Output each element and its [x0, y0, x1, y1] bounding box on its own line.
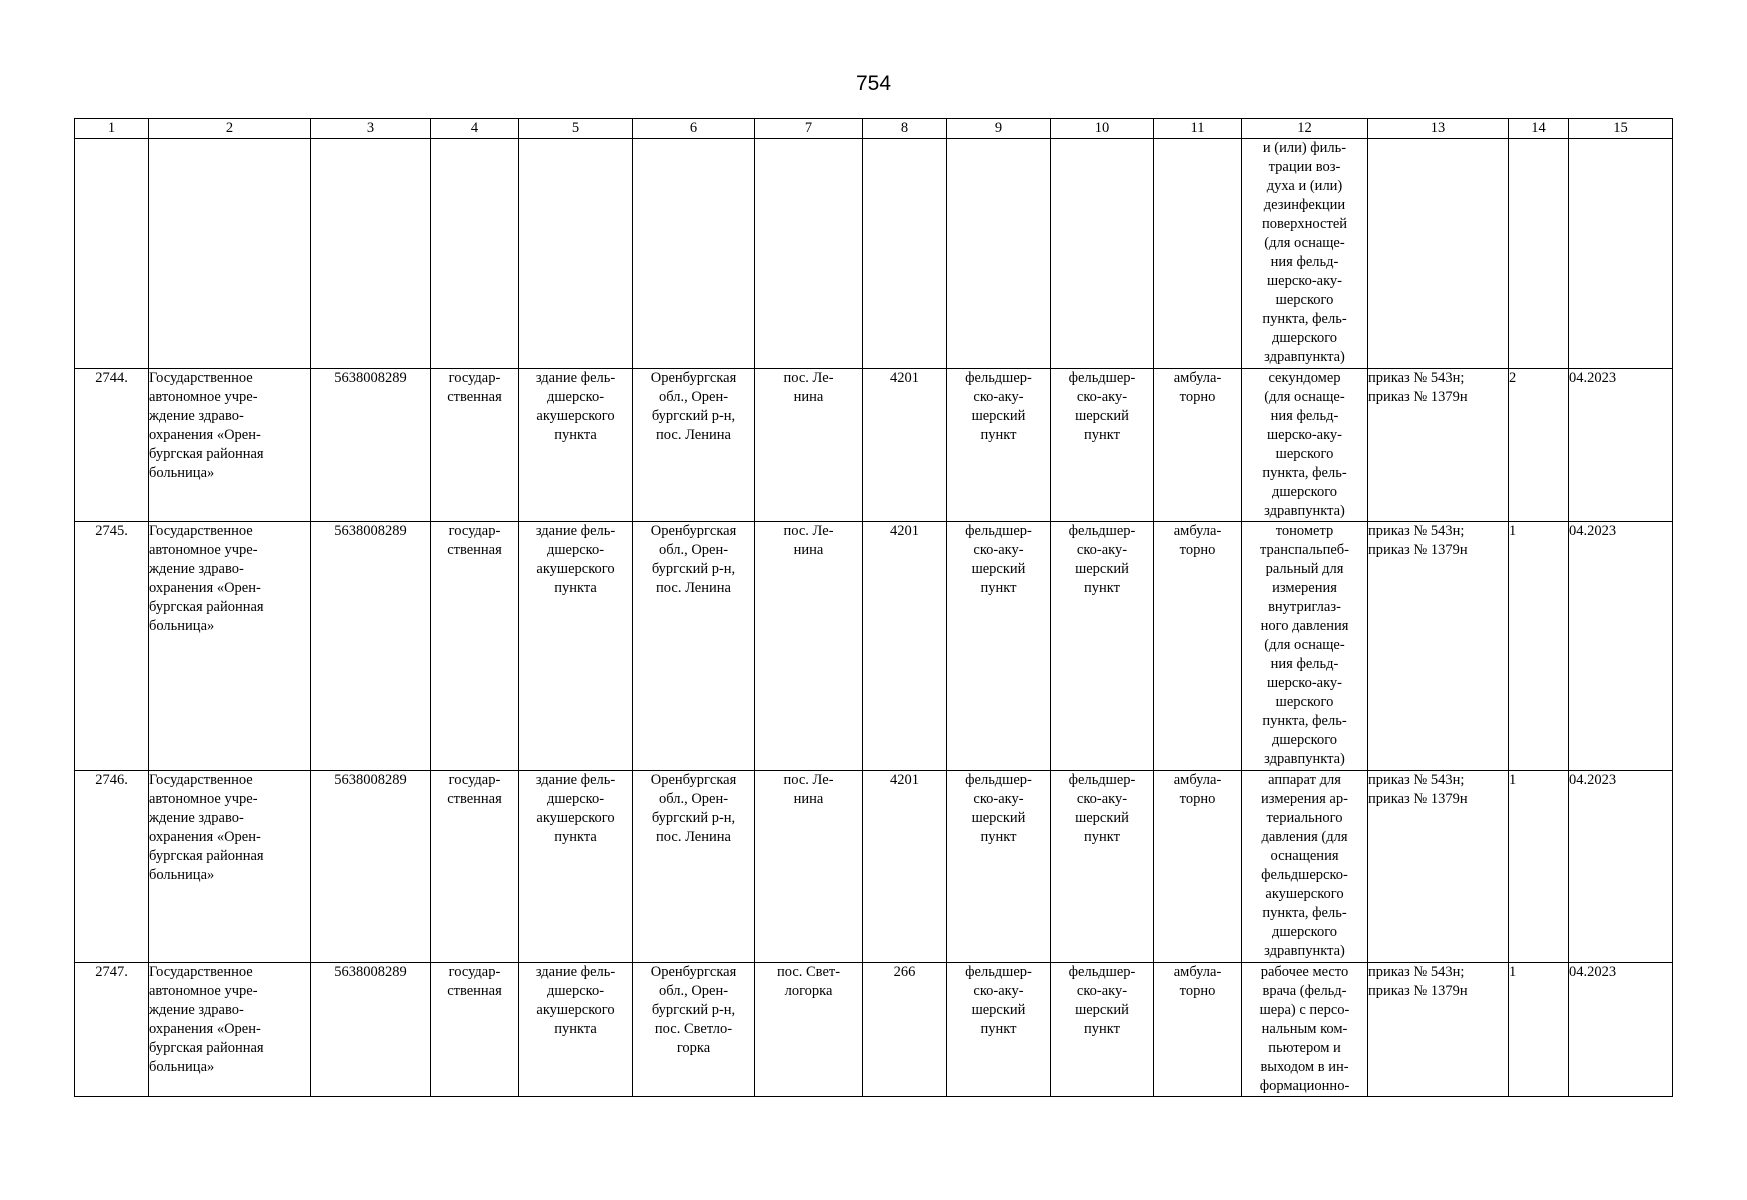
- inn-cell: 5638008289: [311, 771, 431, 963]
- facility-type-cell: фельдшер- ско-аку- шерский пункт: [947, 522, 1051, 771]
- column-header: 14: [1509, 119, 1569, 139]
- row-number-cell: 2746.: [75, 771, 149, 963]
- row-number-cell: 2744.: [75, 369, 149, 522]
- table-row: [75, 522, 1673, 771]
- table-cell: [75, 139, 149, 369]
- table-cell: [1569, 139, 1673, 369]
- column-header: 7: [755, 119, 863, 139]
- column-header: 9: [947, 119, 1051, 139]
- care-form-cell: амбула- торно: [1154, 369, 1242, 522]
- table-cell: [519, 139, 633, 369]
- care-form-cell: амбула- торно: [1154, 771, 1242, 963]
- table-cell: [1154, 139, 1242, 369]
- equipment-cell: секундомер (для оснаще- ния фельд- шерско-аку- шерского пункта, фель- дшерского здравпункта): [1242, 369, 1368, 522]
- order-cell: приказ № 543н; приказ № 1379н: [1368, 771, 1509, 963]
- table-cell: [311, 139, 431, 369]
- order-cell: приказ № 543н; приказ № 1379н: [1368, 963, 1509, 1097]
- facility-type-cell: фельдшер- ско-аку- шерский пункт: [1051, 522, 1154, 771]
- row-number-cell: 2745.: [75, 522, 149, 771]
- settlement-cell: пос. Ле- нина: [755, 369, 863, 522]
- column-header: 11: [1154, 119, 1242, 139]
- table-row: [75, 963, 1673, 1097]
- date-cell: 04.2023: [1569, 771, 1673, 963]
- organization-cell: Государственное автономное учре- ждение здраво- охранения «Орен- бургская районная больница»: [149, 963, 311, 1097]
- address-cell: Оренбургская обл., Орен- бургский р-н, пос. Ленина: [633, 522, 755, 771]
- building-cell: здание фель- дшерско- акушерского пункта: [519, 522, 633, 771]
- inn-cell: 5638008289: [311, 963, 431, 1097]
- building-cell: здание фель- дшерско- акушерского пункта: [519, 369, 633, 522]
- settlement-cell: пос. Свет- логорка: [755, 963, 863, 1097]
- date-cell: 04.2023: [1569, 963, 1673, 1097]
- equipment-cell: тонометр транспальпеб- ральный для измерения внутриглаз- ного давления (для оснаще- ния фельд- шерско-аку- шерского пункта, фель- дшерского здравпункта): [1242, 522, 1368, 771]
- table-row: [75, 771, 1673, 963]
- ownership-cell: государ- ственная: [431, 369, 519, 522]
- inn-cell: 5638008289: [311, 369, 431, 522]
- quantity-cell: 1: [1509, 522, 1569, 771]
- date-cell: 04.2023: [1569, 522, 1673, 771]
- header-row: [75, 119, 1673, 139]
- equipment-cell: аппарат для измерения ар- териального давления (для оснащения фельдшерско- акушерского пункта, фель- дшерского здравпункта): [1242, 771, 1368, 963]
- table-cell: [1509, 139, 1569, 369]
- registry-table: [74, 118, 1673, 1097]
- settlement-cell: пос. Ле- нина: [755, 522, 863, 771]
- quantity-cell: 1: [1509, 771, 1569, 963]
- table-row: [75, 369, 1673, 522]
- column-header: 8: [863, 119, 947, 139]
- inn-cell: 5638008289: [311, 522, 431, 771]
- facility-type-cell: фельдшер- ско-аку- шерский пункт: [1051, 369, 1154, 522]
- column-header: 13: [1368, 119, 1509, 139]
- row-number-cell: 2747.: [75, 963, 149, 1097]
- column-header: 3: [311, 119, 431, 139]
- ownership-cell: государ- ственная: [431, 963, 519, 1097]
- column-header: 4: [431, 119, 519, 139]
- facility-type-cell: фельдшер- ско-аку- шерский пункт: [1051, 963, 1154, 1097]
- population-cell: 4201: [863, 369, 947, 522]
- quantity-cell: 1: [1509, 963, 1569, 1097]
- ownership-cell: государ- ственная: [431, 771, 519, 963]
- care-form-cell: амбула- торно: [1154, 963, 1242, 1097]
- table-cell: [947, 139, 1051, 369]
- facility-type-cell: фельдшер- ско-аку- шерский пункт: [1051, 771, 1154, 963]
- organization-cell: Государственное автономное учре- ждение здраво- охранения «Орен- бургская районная больница»: [149, 771, 311, 963]
- building-cell: здание фель- дшерско- акушерского пункта: [519, 963, 633, 1097]
- building-cell: здание фель- дшерско- акушерского пункта: [519, 771, 633, 963]
- equipment-cell: и (или) филь- трации воз- духа и (или) дезинфекции поверхностей (для оснаще- ния фельд- шерско-аку- шерского пункта, фель- дшерского здравпункта): [1242, 139, 1368, 369]
- address-cell: Оренбургская обл., Орен- бургский р-н, пос. Ленина: [633, 369, 755, 522]
- address-cell: Оренбургская обл., Орен- бургский р-н, пос. Ленина: [633, 771, 755, 963]
- table-cell: [863, 139, 947, 369]
- column-header: 15: [1569, 119, 1673, 139]
- facility-type-cell: фельдшер- ско-аку- шерский пункт: [947, 771, 1051, 963]
- column-header: 2: [149, 119, 311, 139]
- settlement-cell: пос. Ле- нина: [755, 771, 863, 963]
- column-header: 1: [75, 119, 149, 139]
- table-cell: [431, 139, 519, 369]
- order-cell: приказ № 543н; приказ № 1379н: [1368, 369, 1509, 522]
- table-cell: [1368, 139, 1509, 369]
- facility-type-cell: фельдшер- ско-аку- шерский пункт: [947, 369, 1051, 522]
- table-cell: [1051, 139, 1154, 369]
- table-cell: [149, 139, 311, 369]
- column-header: 10: [1051, 119, 1154, 139]
- ownership-cell: государ- ственная: [431, 522, 519, 771]
- population-cell: 4201: [863, 771, 947, 963]
- population-cell: 4201: [863, 522, 947, 771]
- population-cell: 266: [863, 963, 947, 1097]
- equipment-cell: рабочее место врача (фельд- шера) с персо- нальным ком- пьютером и выходом в ин- формационно-: [1242, 963, 1368, 1097]
- order-cell: приказ № 543н; приказ № 1379н: [1368, 522, 1509, 771]
- date-cell: 04.2023: [1569, 369, 1673, 522]
- address-cell: Оренбургская обл., Орен- бургский р-н, пос. Светло- горка: [633, 963, 755, 1097]
- quantity-cell: 2: [1509, 369, 1569, 522]
- care-form-cell: амбула- торно: [1154, 522, 1242, 771]
- column-header: 6: [633, 119, 755, 139]
- table-cell: [755, 139, 863, 369]
- column-header: 5: [519, 119, 633, 139]
- organization-cell: Государственное автономное учре- ждение здраво- охранения «Орен- бургская районная больница»: [149, 369, 311, 522]
- continuation-row: [75, 139, 1673, 369]
- facility-type-cell: фельдшер- ско-аку- шерский пункт: [947, 963, 1051, 1097]
- table-cell: [633, 139, 755, 369]
- column-header: 12: [1242, 119, 1368, 139]
- page-number: 754: [855, 72, 892, 95]
- organization-cell: Государственное автономное учре- ждение здраво- охранения «Орен- бургская районная больница»: [149, 522, 311, 771]
